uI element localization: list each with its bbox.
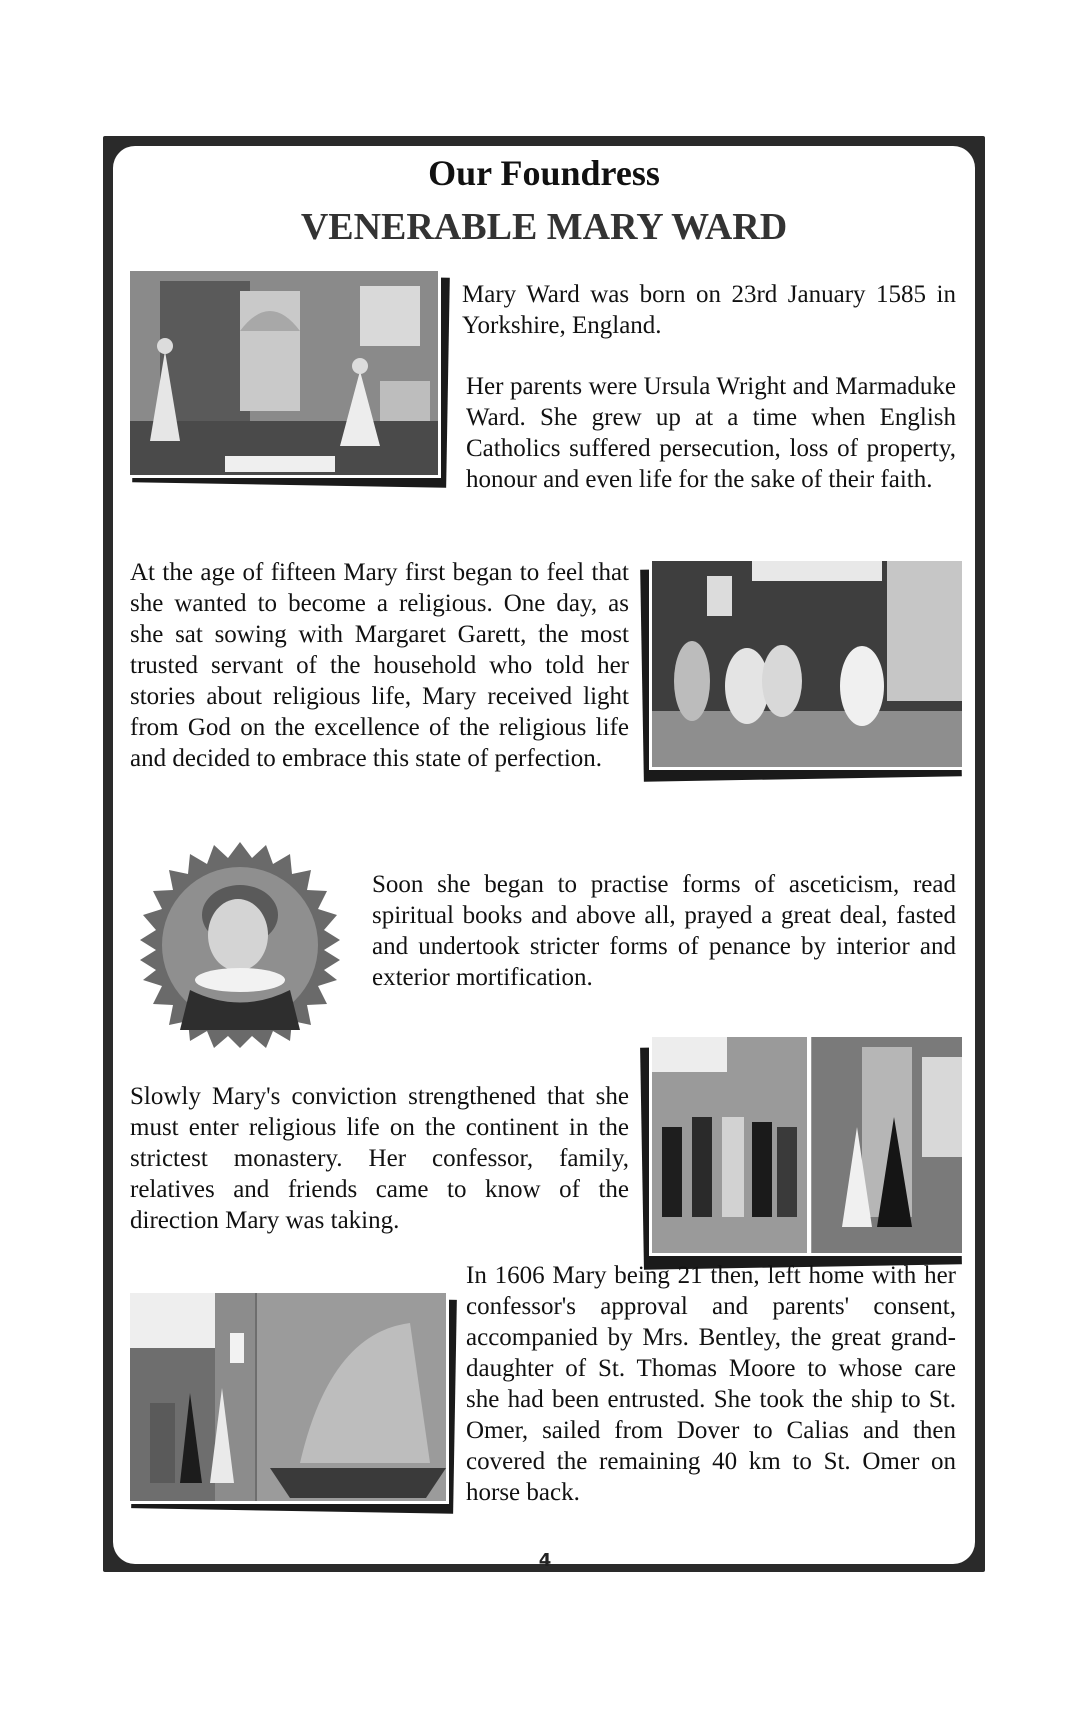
paragraph-vocation: At the age of fifteen Mary first began to feel that she wanted to become a religious. One day, as she sat sowing with Margaret Garett, the most trusted servant of the household who told her stories about religious life, Mary received light from God on the excellence of the religious life and decided to embrace this state of perfection.: [130, 559, 629, 772]
page-title: Our Foundress: [428, 153, 660, 193]
paragraph-birth: Mary Ward was born on 23rd January 1585 in Yorkshire, England.: [462, 281, 956, 339]
paragraph-asceticism: Soon she began to practise forms of asceticism, read spiritual books and above all, prayed a great deal, fasted and undertook stricter forms of penance by interior and exterior mortification.: [372, 871, 956, 991]
painting-confession-scene: [649, 1034, 965, 1256]
paragraph-conviction: Slowly Mary's conviction strengthened that she must enter religious life on the continent in the strictest monastery. Her confessor, family, relatives and friends came to know of the direction Mary was taking.: [130, 1083, 629, 1234]
painting-birth-scene: [127, 268, 441, 478]
paragraph-parents: Her parents were Ursula Wright and Marmaduke Ward. She grew up at a time when English Catholics suffered persecution, loss of property, honour and even life for the sake of their faith.: [466, 373, 956, 493]
paragraph-journey: In 1606 Mary being 21 then, left home with her confessor's approval and parents' consent, accompanied by Mrs. Bentley, the great grand-daughter of St. Thomas Moore to whose care she had been entrusted. She took the ship to St. Omer, sailed from Dover to Calias and then covered the remaining 40 km to St. Omer on horse back.: [466, 1262, 956, 1506]
portrait-mary-ward: [130, 840, 350, 1050]
page-number: 4: [538, 1550, 552, 1571]
painting-ship-departure: [127, 1290, 449, 1504]
page-subtitle: VENERABLE MARY WARD: [300, 206, 788, 248]
painting-sewing-scene: [649, 558, 965, 770]
